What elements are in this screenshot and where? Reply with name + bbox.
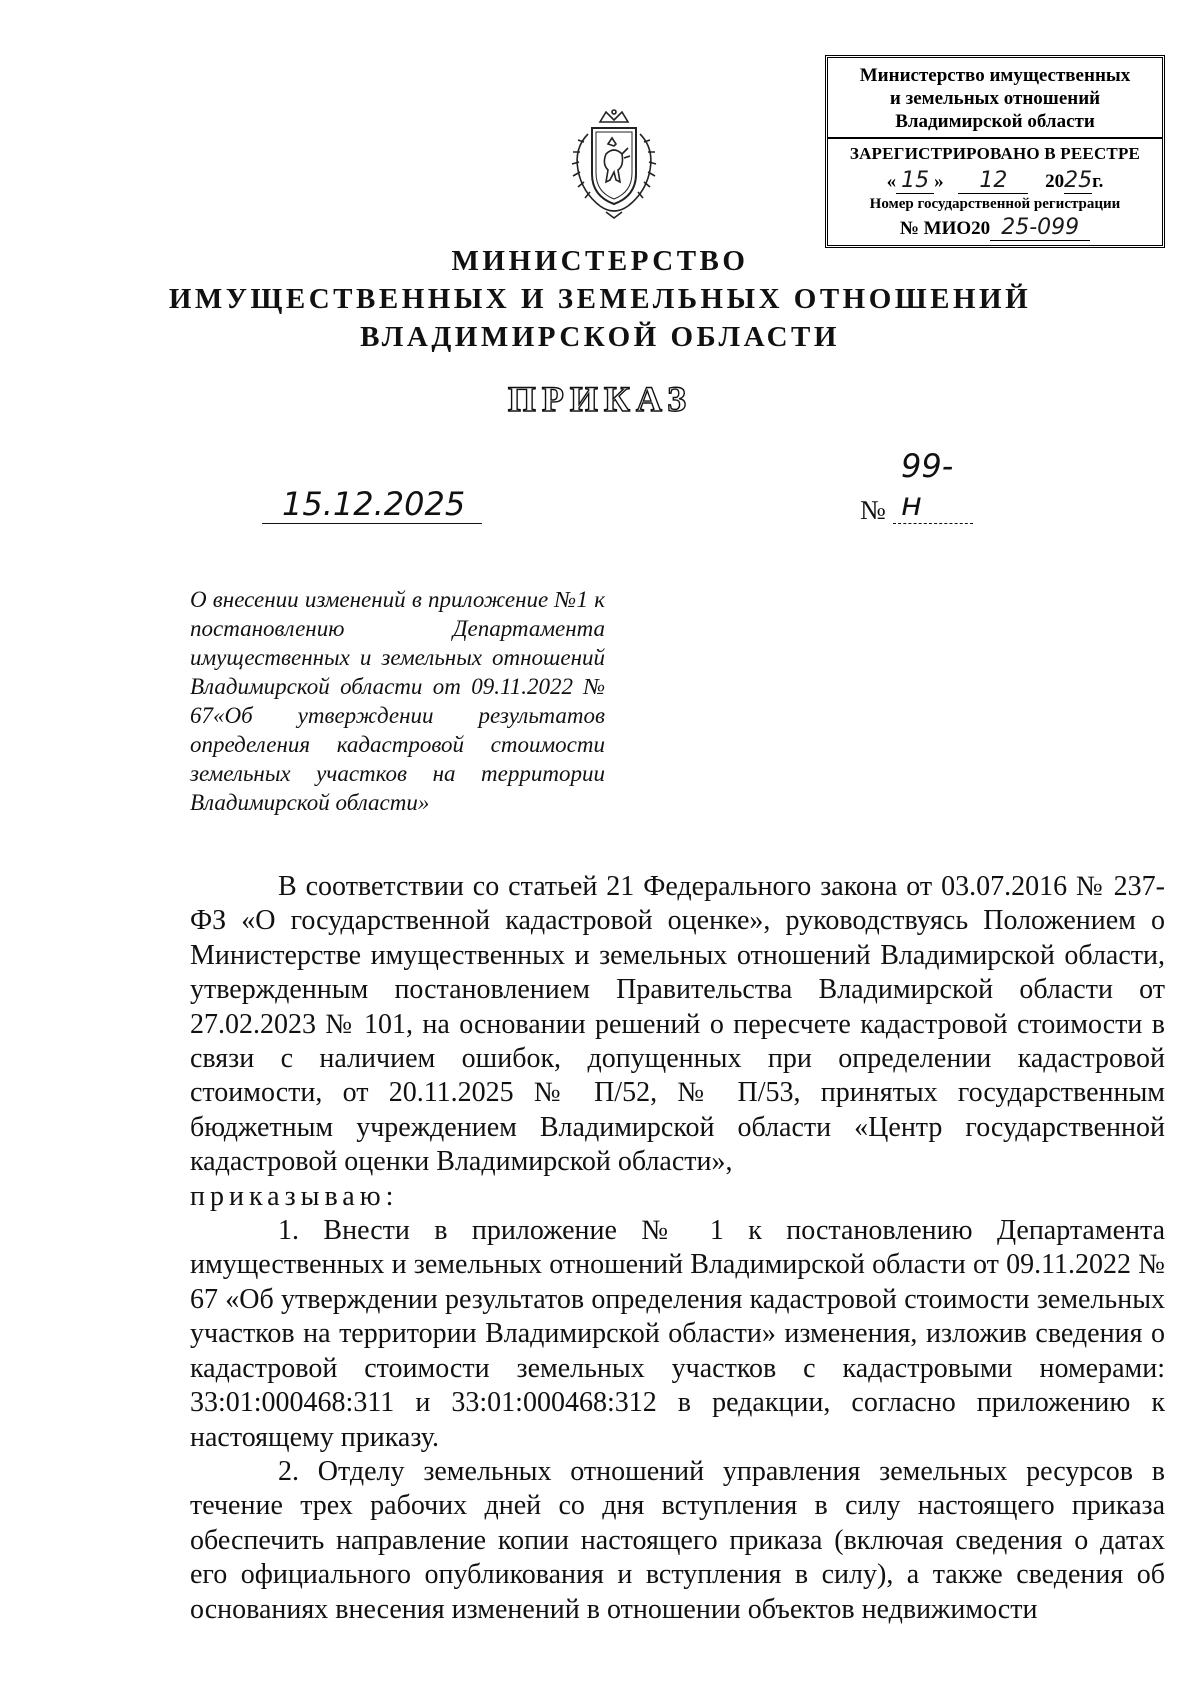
order-subject: О внесении изменений в приложение №1 к постановлению Департамента имущественных и земельных отношений Владимирской области от 09.11.2022 № 67«Об утверждении результатов определения кадастровой стоимости земельных участков на территории Владимирской области» bbox=[190, 587, 605, 815]
order-word: приказываю: bbox=[190, 1180, 399, 1212]
stamp-number-value: 25-099 bbox=[1001, 215, 1080, 240]
ministry-line3: ВЛАДИМИРСКОЙ ОБЛАСТИ bbox=[360, 321, 840, 353]
stamp-date bbox=[828, 168, 1162, 194]
stamp-org-line3: Владимирской области bbox=[895, 111, 1095, 132]
stamp-number-title: Номер государственной регистрации bbox=[869, 196, 1121, 212]
order-date: 15.12.2025 bbox=[282, 485, 466, 523]
item-1-paragraph: 1. Внести в приложение № 1 к постановлению Департамента имущественных и земельных отношений Владимирской области от 09.11.2022 № 67 «Об утверждении результатов определения кадастровой стоимости земельных участков на территории Владимирской области» изменения, изложив сведения о кадастровой стоимости земельных участков с кадастровыми номерами: 33:01:000468:311 и 33:01:000468:312 в редакции, согласно приложению к настоящему приказу. bbox=[190, 1215, 1165, 1453]
stamp-org-line2: и земельных отношений bbox=[889, 88, 1101, 109]
stamp-month: 12 bbox=[979, 168, 1008, 193]
ministry-line1: МИНИСТЕРСТВО bbox=[451, 245, 749, 277]
stamp-open-quote: « bbox=[886, 171, 897, 192]
order-number: 99-н bbox=[901, 447, 954, 523]
stamp-number-prefix: № МИО20 bbox=[899, 218, 991, 239]
stamp-close-quote: » bbox=[934, 171, 944, 192]
stamp-day: 15 bbox=[901, 168, 930, 193]
order-body bbox=[190, 870, 1165, 1627]
order-number-label: № bbox=[860, 495, 886, 525]
ministry-heading bbox=[150, 242, 1050, 356]
preamble-paragraph: В соответствии со статьей 21 Федерального закона от 03.07.2016 № 237-ФЗ «О государственной кадастровой оценке», руководствуясь Положением о Министерстве имущественных и земельных отношений Владимирской области, утвержденным постановлением Правительства Владимирской области от 27.02.2023 № 101, на основании решений о пересчете кадастровой стоимости в связи с наличием ошибок, допущенных при определении кадастровой стоимости, от 20.11.2025 № П/52, № П/53, принятых государственным бюджетным учреждением Владимирской области «Центр государственной кадастровой оценки Владимирской области», bbox=[190, 871, 1165, 1178]
coat-of-arms-icon bbox=[562, 108, 666, 220]
order-number-field bbox=[893, 447, 973, 524]
ministry-line2: ИМУЩЕСТВЕННЫХ И ЗЕМЕЛЬНЫХ ОТНОШЕНИЙ bbox=[168, 283, 1032, 315]
stamp-year-end: г. bbox=[1092, 171, 1104, 192]
item-2-paragraph: 2. Отделу земельных отношений управления земельных ресурсов в течение трех рабочих дней со дня вступления в силу настоящего приказа обеспечить направление копии настоящего приказа (включая сведения о датах его официального опубликования и вступления в силу), а также сведения об основаниях внесения изменений в отношении объектов недвижимости bbox=[190, 1455, 1165, 1625]
order-date-field bbox=[262, 487, 482, 524]
stamp-registered-label: ЗАРЕГИСТРИРОВАНО В РЕЕСТРЕ bbox=[849, 144, 1141, 163]
stamp-year-prefix: 20 bbox=[1045, 171, 1065, 192]
stamp-organization bbox=[828, 58, 1162, 139]
stamp-org-line1: Министерство имущественных bbox=[859, 65, 1131, 86]
stamp-number bbox=[828, 215, 1162, 241]
stamp-year-suffix: 25 bbox=[1064, 168, 1093, 193]
registration-stamp bbox=[825, 55, 1165, 248]
order-title: ПРИКАЗ bbox=[507, 379, 693, 419]
